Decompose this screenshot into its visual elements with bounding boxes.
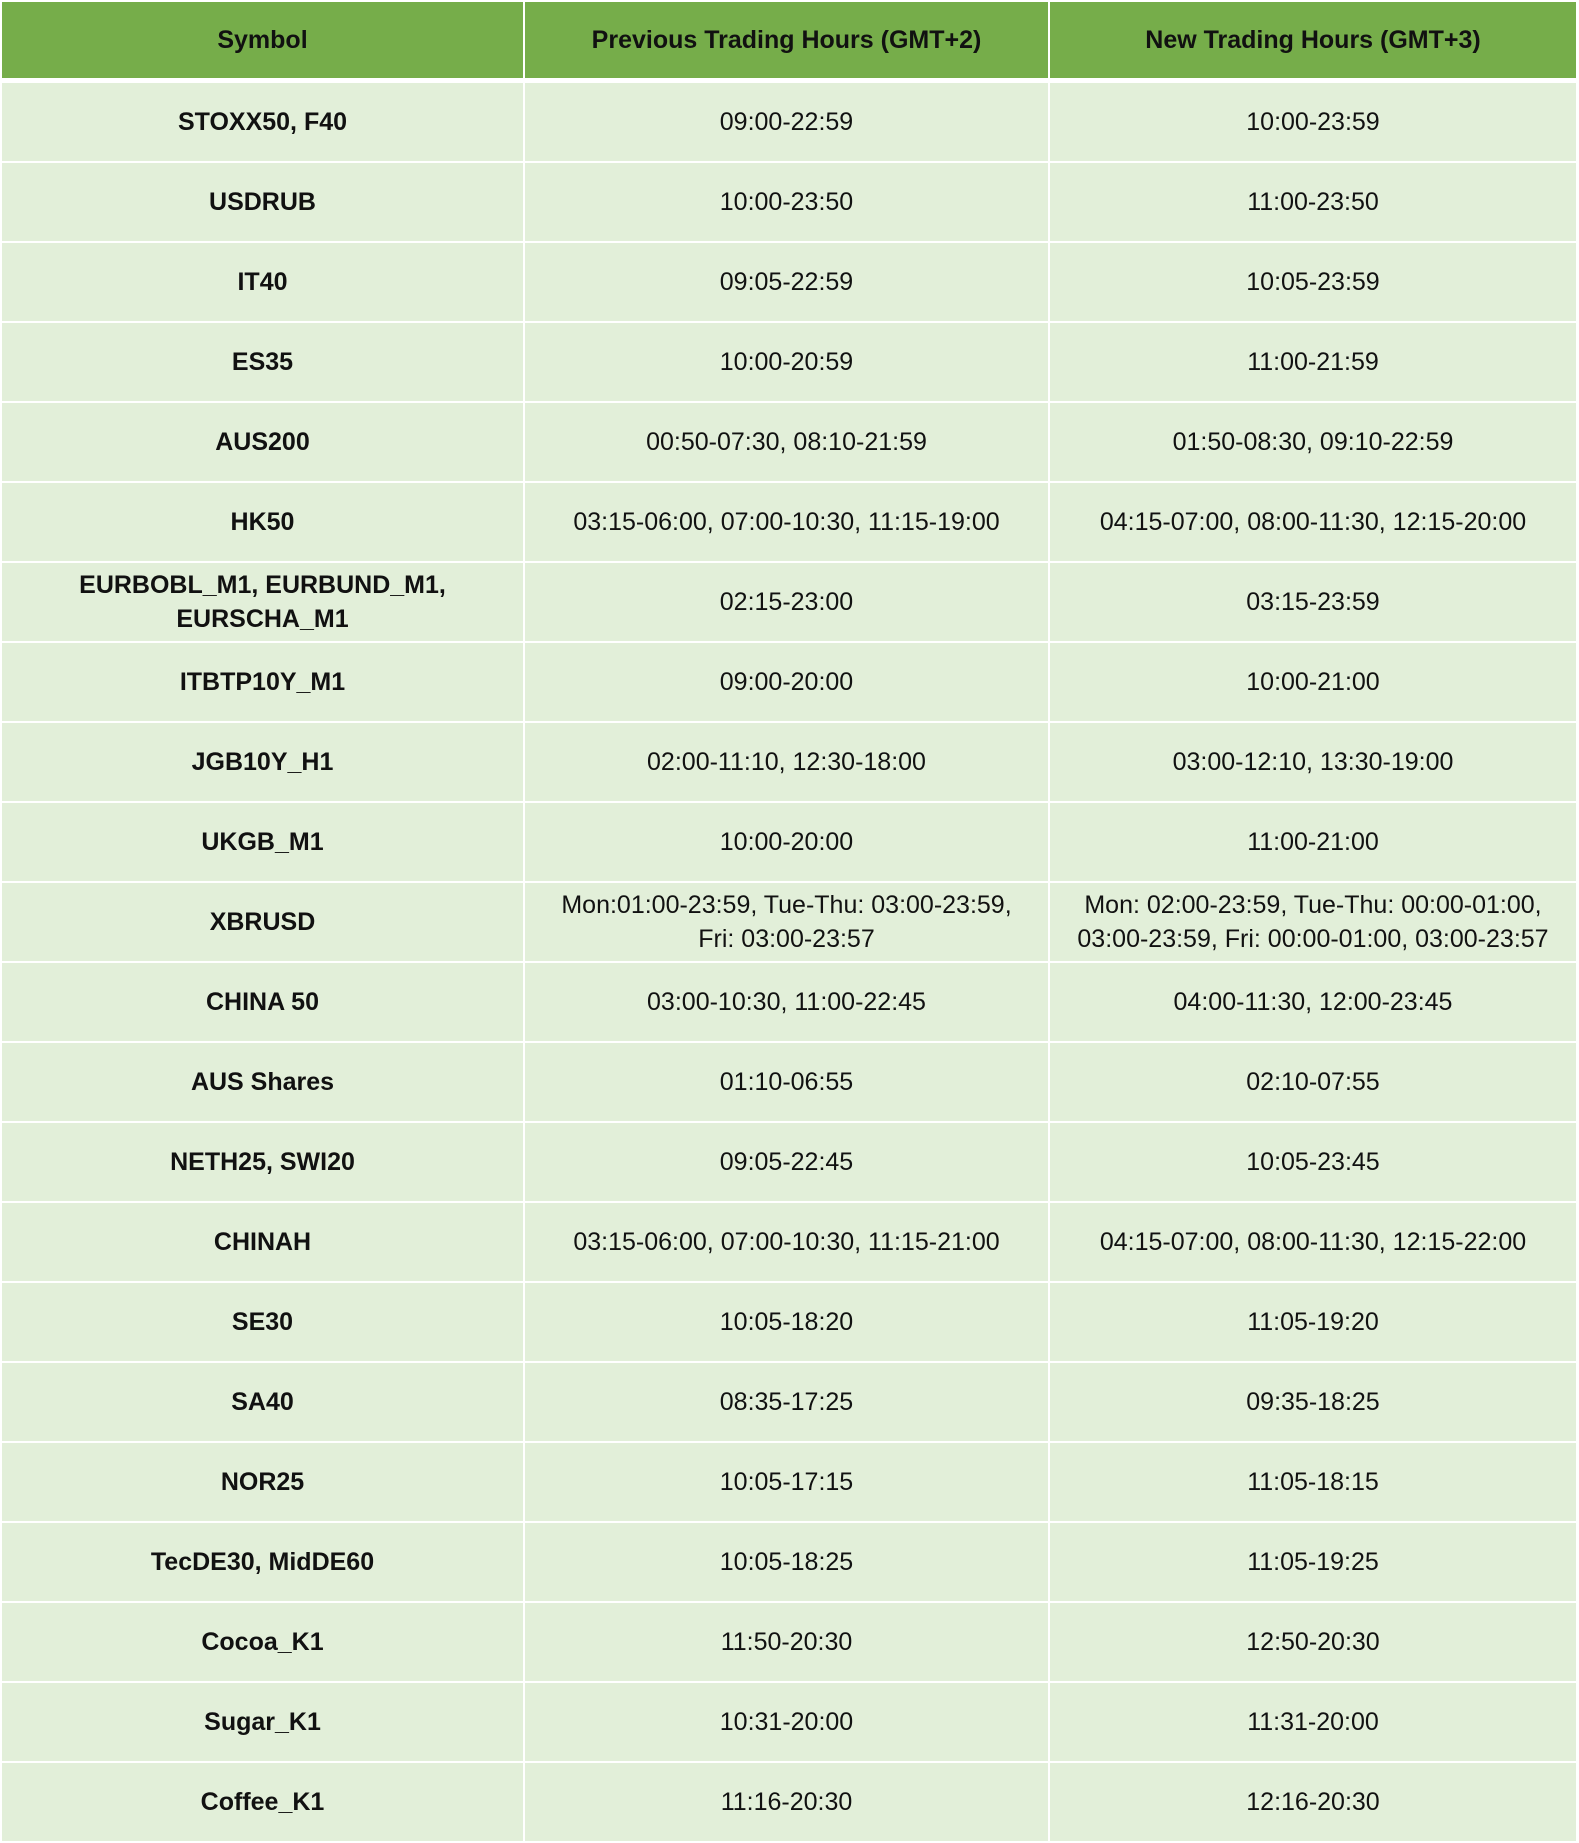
symbol-cell: Coffee_K1 bbox=[2, 1762, 524, 1842]
table-row bbox=[2, 242, 1576, 322]
previous-hours-cell: 03:00-10:30, 11:00-22:45 bbox=[524, 962, 1049, 1042]
new-hours-cell: 11:00-21:00 bbox=[1049, 802, 1576, 882]
symbol-cell: AUS200 bbox=[2, 402, 524, 482]
table-row bbox=[2, 1762, 1576, 1842]
table-row bbox=[2, 1122, 1576, 1202]
table-row bbox=[2, 1282, 1576, 1362]
new-hours-cell: 04:00-11:30, 12:00-23:45 bbox=[1049, 962, 1576, 1042]
previous-hours-cell: 10:00-20:00 bbox=[524, 802, 1049, 882]
previous-hours-cell: 11:16-20:30 bbox=[524, 1762, 1049, 1842]
table-row bbox=[2, 482, 1576, 562]
symbol-cell: CHINA 50 bbox=[2, 962, 524, 1042]
new-hours-cell: 02:10-07:55 bbox=[1049, 1042, 1576, 1122]
symbol-cell: UKGB_M1 bbox=[2, 802, 524, 882]
previous-hours-cell: 10:05-17:15 bbox=[524, 1442, 1049, 1522]
new-hours-cell: 10:00-21:00 bbox=[1049, 642, 1576, 722]
table-row bbox=[2, 562, 1576, 642]
previous-hours-cell: 08:35-17:25 bbox=[524, 1362, 1049, 1442]
symbol-cell: SA40 bbox=[2, 1362, 524, 1442]
previous-hours-cell: 10:05-18:25 bbox=[524, 1522, 1049, 1602]
table-row bbox=[2, 1042, 1576, 1122]
table-row bbox=[2, 962, 1576, 1042]
table-row bbox=[2, 1202, 1576, 1282]
table-row bbox=[2, 642, 1576, 722]
column-header-new-hours: New Trading Hours (GMT+3) bbox=[1049, 2, 1576, 81]
table-header bbox=[2, 2, 1576, 81]
previous-hours-cell: 03:15-06:00, 07:00-10:30, 11:15-21:00 bbox=[524, 1202, 1049, 1282]
header-row bbox=[2, 2, 1576, 81]
table-row bbox=[2, 162, 1576, 242]
new-hours-cell: 10:05-23:45 bbox=[1049, 1122, 1576, 1202]
symbol-cell: CHINAH bbox=[2, 1202, 524, 1282]
table-row bbox=[2, 882, 1576, 962]
trading-hours-table bbox=[2, 2, 1576, 1843]
previous-hours-cell: 09:05-22:59 bbox=[524, 242, 1049, 322]
previous-hours-cell: 01:10-06:55 bbox=[524, 1042, 1049, 1122]
previous-hours-cell: 11:50-20:30 bbox=[524, 1602, 1049, 1682]
new-hours-cell: 11:00-21:59 bbox=[1049, 322, 1576, 402]
new-hours-cell: 11:05-19:25 bbox=[1049, 1522, 1576, 1602]
new-hours-cell: 12:16-20:30 bbox=[1049, 1762, 1576, 1842]
symbol-cell: Cocoa_K1 bbox=[2, 1602, 524, 1682]
previous-hours-cell: 02:15-23:00 bbox=[524, 562, 1049, 642]
previous-hours-cell: 09:05-22:45 bbox=[524, 1122, 1049, 1202]
table-row bbox=[2, 1442, 1576, 1522]
new-hours-cell: 03:15-23:59 bbox=[1049, 562, 1576, 642]
symbol-cell: TecDE30, MidDE60 bbox=[2, 1522, 524, 1602]
previous-hours-cell: 03:15-06:00, 07:00-10:30, 11:15-19:00 bbox=[524, 482, 1049, 562]
previous-hours-cell: 09:00-22:59 bbox=[524, 81, 1049, 163]
column-header-previous-hours: Previous Trading Hours (GMT+2) bbox=[524, 2, 1049, 81]
table-row bbox=[2, 322, 1576, 402]
new-hours-cell: 11:31-20:00 bbox=[1049, 1682, 1576, 1762]
new-hours-cell: 04:15-07:00, 08:00-11:30, 12:15-22:00 bbox=[1049, 1202, 1576, 1282]
new-hours-cell: 11:00-23:50 bbox=[1049, 162, 1576, 242]
symbol-cell: NOR25 bbox=[2, 1442, 524, 1522]
symbol-cell: NETH25, SWI20 bbox=[2, 1122, 524, 1202]
previous-hours-cell: 00:50-07:30, 08:10-21:59 bbox=[524, 402, 1049, 482]
new-hours-cell: 12:50-20:30 bbox=[1049, 1602, 1576, 1682]
table-row bbox=[2, 81, 1576, 163]
previous-hours-cell: 09:00-20:00 bbox=[524, 642, 1049, 722]
symbol-cell: IT40 bbox=[2, 242, 524, 322]
new-hours-cell: 10:05-23:59 bbox=[1049, 242, 1576, 322]
new-hours-cell: 11:05-18:15 bbox=[1049, 1442, 1576, 1522]
table-row bbox=[2, 722, 1576, 802]
symbol-cell: JGB10Y_H1 bbox=[2, 722, 524, 802]
table-row bbox=[2, 1682, 1576, 1762]
new-hours-cell: 10:00-23:59 bbox=[1049, 81, 1576, 163]
previous-hours-cell: 10:00-23:50 bbox=[524, 162, 1049, 242]
new-hours-cell: 11:05-19:20 bbox=[1049, 1282, 1576, 1362]
symbol-cell: SE30 bbox=[2, 1282, 524, 1362]
new-hours-cell: 03:00-12:10, 13:30-19:00 bbox=[1049, 722, 1576, 802]
new-hours-cell: Mon: 02:00-23:59, Tue-Thu: 00:00-01:00, 03:00-23:59, Fri: 00:00-01:00, 03:00-23:57 bbox=[1049, 882, 1576, 962]
symbol-cell: ITBTP10Y_M1 bbox=[2, 642, 524, 722]
previous-hours-cell: 10:00-20:59 bbox=[524, 322, 1049, 402]
symbol-cell: STOXX50, F40 bbox=[2, 81, 524, 163]
symbol-cell: AUS Shares bbox=[2, 1042, 524, 1122]
column-header-symbol: Symbol bbox=[2, 2, 524, 81]
table-row bbox=[2, 1602, 1576, 1682]
table-body bbox=[2, 81, 1576, 1843]
previous-hours-cell: Mon:01:00-23:59, Tue-Thu: 03:00-23:59, Fri: 03:00-23:57 bbox=[524, 882, 1049, 962]
previous-hours-cell: 02:00-11:10, 12:30-18:00 bbox=[524, 722, 1049, 802]
symbol-cell: ES35 bbox=[2, 322, 524, 402]
table-row bbox=[2, 802, 1576, 882]
symbol-cell: EURBOBL_M1, EURBUND_M1, EURSCHA_M1 bbox=[2, 562, 524, 642]
table-row bbox=[2, 1362, 1576, 1442]
symbol-cell: Sugar_K1 bbox=[2, 1682, 524, 1762]
table-row bbox=[2, 402, 1576, 482]
new-hours-cell: 09:35-18:25 bbox=[1049, 1362, 1576, 1442]
symbol-cell: HK50 bbox=[2, 482, 524, 562]
previous-hours-cell: 10:05-18:20 bbox=[524, 1282, 1049, 1362]
table-row bbox=[2, 1522, 1576, 1602]
symbol-cell: USDRUB bbox=[2, 162, 524, 242]
new-hours-cell: 04:15-07:00, 08:00-11:30, 12:15-20:00 bbox=[1049, 482, 1576, 562]
symbol-cell: XBRUSD bbox=[2, 882, 524, 962]
previous-hours-cell: 10:31-20:00 bbox=[524, 1682, 1049, 1762]
new-hours-cell: 01:50-08:30, 09:10-22:59 bbox=[1049, 402, 1576, 482]
